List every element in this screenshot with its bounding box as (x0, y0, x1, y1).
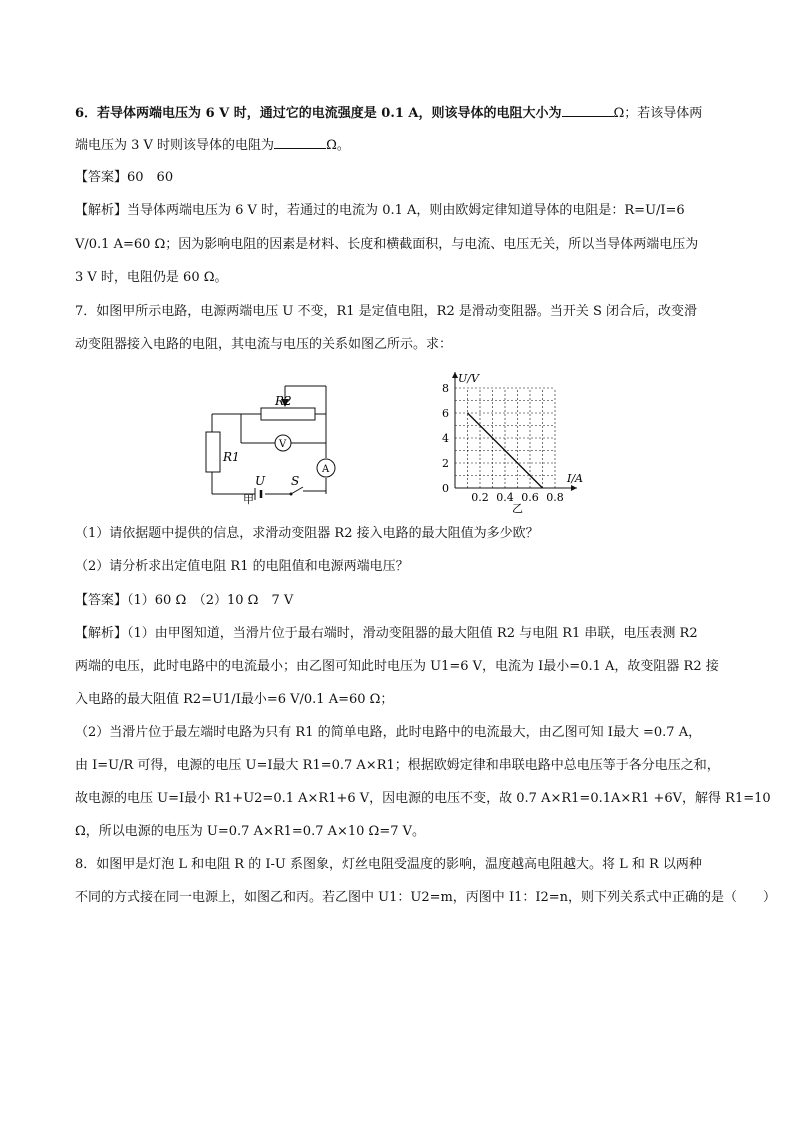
iu-chart (430, 368, 600, 513)
y-axis-label: U/V (458, 372, 479, 385)
q7-sub2: （2）请分析求出定值电阻 R1 的电阻值和电源两端电压？ (75, 559, 409, 574)
q6-answer: 【答案】60 60 (75, 170, 174, 185)
q6-line2 (75, 136, 725, 156)
x-tick-label: 0.8 (546, 491, 564, 504)
r2-label: R2 (275, 394, 292, 408)
x-axis-label: I/A (567, 472, 583, 485)
q7-analysis-b1: （2）当滑片位于最左端时电路为只有 R1 的简单电路，此时电路中的电流最大，由乙图可知 I最大 =0.7 A， (75, 725, 702, 740)
circuit-diagram (195, 375, 345, 505)
q7-answer: 【答案】（1）60 Ω （2）10 Ω 7 V (75, 593, 294, 608)
circuit-caption: 甲 (243, 493, 254, 505)
chart-caption: 乙 (512, 502, 523, 513)
q7-line2: 动变阻器接入电路的电阻，其电流与电压的关系如图乙所示。求： (75, 337, 453, 352)
q6-text-a: 6．若导体两端电压为 6 V 时，通过它的电流强度是 0.1 A，则该导体的电阻大小为 (75, 106, 562, 121)
q6-analysis-3: 3 V 时，电阻仍是 60 Ω。 (75, 270, 228, 285)
q7-line1: 7．如图甲所示电路，电源两端电压 U 不变，R1 是定值电阻，R2 是滑动变阻器。当开关 S 闭合后，改变滑 (75, 304, 698, 319)
x-axis-arrow-icon (571, 485, 577, 491)
u-label: U (255, 474, 266, 488)
q8-line2: 不同的方式接在同一电源上，如图乙和丙。若乙图中 U1：U2=m，丙图中 I1：I2=n，则下列关系式中正确的是（ ） (75, 890, 777, 905)
q7-analysis-b2: 由 I=U/R 可得，电源的电压 U=I最大 R1=0.7 A×R1；根据欧姆定律和串联电路中总电压等于各分电压之和， (75, 758, 720, 773)
q6-text-d: Ω。 (326, 138, 350, 153)
s-label: S (291, 474, 300, 488)
x-tick-label: 0.2 (471, 491, 489, 504)
voltmeter-symbol: V (279, 439, 287, 450)
y-tick-label: 6 (442, 407, 449, 420)
q6-analysis-1: 【解析】当导体两端电压为 6 V 时，若通过的电流为 0.1 A，则由欧姆定律知道导体的电阻是：R=U/I=6 (75, 203, 685, 218)
q8-line1: 8．如图甲是灯泡 L 和电阻 R 的 I-U 系图象，灯丝电阻受温度的影响，温度越高电阻越大。将 L 和 R 以两种 (75, 857, 702, 872)
q7-analysis-a2: 两端的电压，此时电路中的电流最小；由乙图可知此时电压为 U1=6 V，电流为 I最小=0.1 A，故变阻器 R2 接 (75, 659, 719, 674)
q6-blank-2 (274, 136, 326, 149)
y-tick-label: 4 (442, 432, 449, 445)
y-tick-label: 8 (442, 382, 449, 395)
q6-text-b: Ω；若该导体两 (613, 106, 703, 121)
q7-analysis-a3: 入电路的最大阻值 R2=U1/I最小=6 V/0.1 A=60 Ω； (75, 692, 394, 707)
q6-text-c: 端电压为 3 V 时则该导体的电阻为 (75, 138, 275, 153)
origin-label: 0 (442, 482, 449, 495)
q7-analysis-a1: 【解析】（1）由甲图知道，当滑片位于最右端时，滑动变阻器的最大阻值 R2 与电阻 R1 串联，电压表测 R2 (75, 626, 698, 641)
y-tick-label: 2 (442, 457, 449, 470)
ammeter-symbol: A (322, 464, 330, 475)
q7-sub1: （1）请依据题中提供的信息，求滑动变阻器 R2 接入电路的最大阻值为多少欧？ (75, 526, 539, 541)
x-tick-label: 0.6 (521, 491, 539, 504)
q7-analysis-b3: 故电源的电压 U=I最小 R1+U2=0.1 A×R1+6 V，因电源的电压不变，故 0.7 A×R1=0.1A×R1 +6V，解得 R1=10 (75, 791, 771, 806)
q7-analysis-b4: Ω，所以电源的电压为 U=0.7 A×R1=0.7 A×10 Ω=7 V。 (75, 824, 426, 839)
x-tick-label: 0.4 (496, 491, 514, 504)
q6-blank-1 (562, 104, 614, 117)
q6-analysis-2: V/0.1 A=60 Ω；因为影响电阻的因素是材料、长度和横截面积，与电流、电压无关，所以当导体两端电压为 (75, 237, 699, 252)
q6-line1 (75, 104, 725, 124)
r1-label: R1 (223, 450, 240, 464)
